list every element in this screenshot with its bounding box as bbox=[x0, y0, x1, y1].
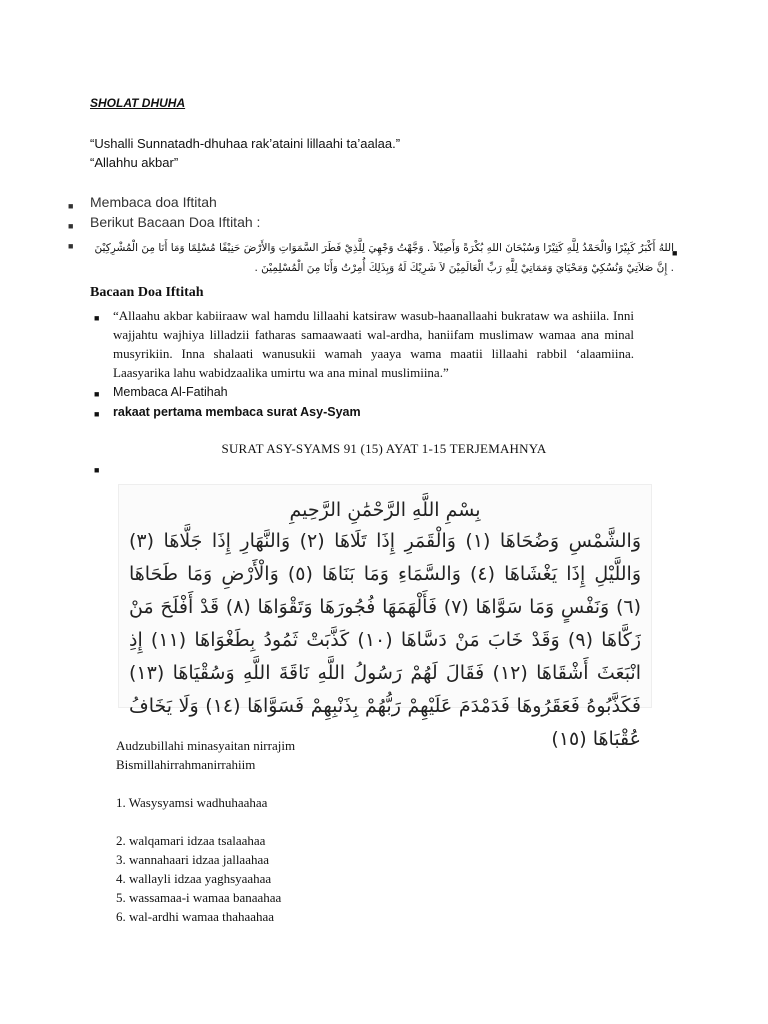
list-item bbox=[68, 192, 260, 212]
latin-line: 3. wannahaari idzaa jallaahaa bbox=[116, 852, 270, 867]
bullet-icon: ■ bbox=[68, 201, 74, 211]
bullet-icon: ■ bbox=[672, 248, 678, 258]
bullet-icon: ■ bbox=[68, 241, 74, 251]
bullet-icon: ■ bbox=[94, 389, 100, 399]
step-label: Membaca doa Iftitah bbox=[90, 194, 217, 210]
surah-verses-text: وَالشَّمْسِ وَضُحَاهَا (١) وَالْقَمَرِ إِذَا تَلَاهَا (٢) وَالنَّهَارِ إِذَا جَلَّاهَا (٣) وَاللَّيْلِ إِذَا يَغْشَاهَا (٤) وَالسَّمَاءِ وَمَا بَنَاهَا (٥) وَالْأَرْضِ وَمَا طَحَاهَا (٦) وَنَفْسٍ وَمَا سَوَّاهَا (٧) فَأَلْهَمَهَا فُجُورَهَا وَتَقْوَاهَا (٨) قَدْ أَفْلَحَ مَنْ زَكَّاهَا (٩) وَقَدْ خَابَ مَنْ دَسَّاهَا (١٠) كَذَّبَتْ ثَمُودُ بِطَغْوَاهَا (١١) إِذِ انْبَعَثَ أَشْقَاهَا (١٢) فَقَالَ لَهُمْ رَسُولُ اللَّهِ نَاقَةَ اللَّهِ وَسُقْيَاهَا (١٣) فَكَذَّبُوهُ فَعَقَرُوهَا فَدَمْدَمَ عَلَيْهِمْ رَبُّهُمْ بِذَنْبِهِمْ فَسَوَّاهَا (١٤) وَلَا يَخَافُ عُقْبَاهَا (١٥) bbox=[129, 530, 642, 750]
latin-line bbox=[116, 774, 295, 793]
iftitah-latin-text: “Allaahu akbar kabiiraaw wal hamdu lillaahi katsiraw wasub-haanallaahi bukrataw wa ashiila. Inni wajjahtu wajhiya lilladzii fatharas samaawaati wal-ardha, haniifam muslimaw wamaa ana minal musyrikiin. Inna shalaati wanusukii wamah yaaya wama maatii lillaahi rabbil ‘alaamiina. Laasyarika lahu wabidzaalika umirtu wa ana minal muslimiina.” bbox=[113, 308, 634, 380]
steps-list-top bbox=[68, 192, 261, 251]
list-item bbox=[68, 306, 634, 382]
steps-list-bottom bbox=[68, 306, 634, 422]
surat-title: SURAT ASY-SYAMS 91 (15) AYAT 1-15 TERJEMAHNYA bbox=[221, 441, 547, 456]
latin-line: 5. wassamaa-i wamaa banaahaa bbox=[116, 890, 282, 905]
latin-transliteration bbox=[116, 736, 295, 926]
niat-line: “Ushalli Sunnatadh-dhuhaa rak’ataini lillaahi ta’aalaa.” bbox=[90, 136, 401, 151]
latin-line bbox=[116, 812, 295, 831]
latin-line: 6. wal-ardhi wamaa thahaahaa bbox=[116, 909, 275, 924]
niat-block bbox=[90, 134, 400, 172]
bullet-icon: ■ bbox=[94, 409, 100, 419]
takbir-line: “Allahhu akbar” bbox=[90, 155, 179, 170]
iftitah-arabic-text: اللهُ أَكْبَرُ كَبِيْرًا وَالْحَمْدُ لِلَّهِ كَثِيْرًا وَسُبْحَانَ اللهِ بُكْرَةً وَأَصِيْلاً . وَجَّهْتُ وَجْهِيَ لِلَّذِيْ فَطَرَ السَّمَوَاتِ وَالأَرْضَ حَنِيْفًا مُسْلِمًا وَمَا أَنَا مِنَ الْمُشْرِكِيْنَ . إِنَّ صَلاَتِيْ وَنُسُكِيْ وَمَحْيَايَ وَمَمَاتِيْ لِلَّهِ رَبِّ الْعَالَمِيْنَ لاَ شَرِيْكَ لَهُ وَبِذَلِكَ أُمِرْتُ وَأَنَا مِنَ الْمُسْلِمِيْنَ . bbox=[94, 242, 674, 274]
document-title: SHOLAT DHUHA bbox=[90, 96, 186, 110]
list-item bbox=[68, 382, 634, 402]
latin-line: 1. Wasysyamsi wadhuhaahaa bbox=[116, 795, 268, 810]
list-item bbox=[68, 402, 634, 422]
latin-line: Audzubillahi minasyaitan nirrajim bbox=[116, 738, 296, 753]
step-label: rakaat pertama membaca surat Asy-Syam bbox=[113, 405, 361, 419]
latin-line: 2. walqamari idzaa tsalaahaa bbox=[116, 833, 266, 848]
iftitah-heading: Bacaan Doa Iftitah bbox=[90, 285, 204, 300]
bullet-icon: ■ bbox=[68, 221, 74, 231]
step-label: Membaca Al-Fatihah bbox=[113, 385, 228, 399]
list-item bbox=[68, 212, 260, 232]
basmala-text: بِسْمِ اللَّهِ الرَّحْمَٰنِ الرَّحِيمِ bbox=[289, 499, 481, 521]
bullet-icon: ■ bbox=[94, 465, 100, 475]
step-label: Berikut Bacaan Doa Iftitah : bbox=[90, 214, 261, 230]
latin-line: 4. wallayli idzaa yaghsyaahaa bbox=[116, 871, 272, 886]
bullet-icon: ■ bbox=[94, 313, 100, 323]
latin-line: Bismillahirrahmanirrahiim bbox=[116, 757, 256, 772]
